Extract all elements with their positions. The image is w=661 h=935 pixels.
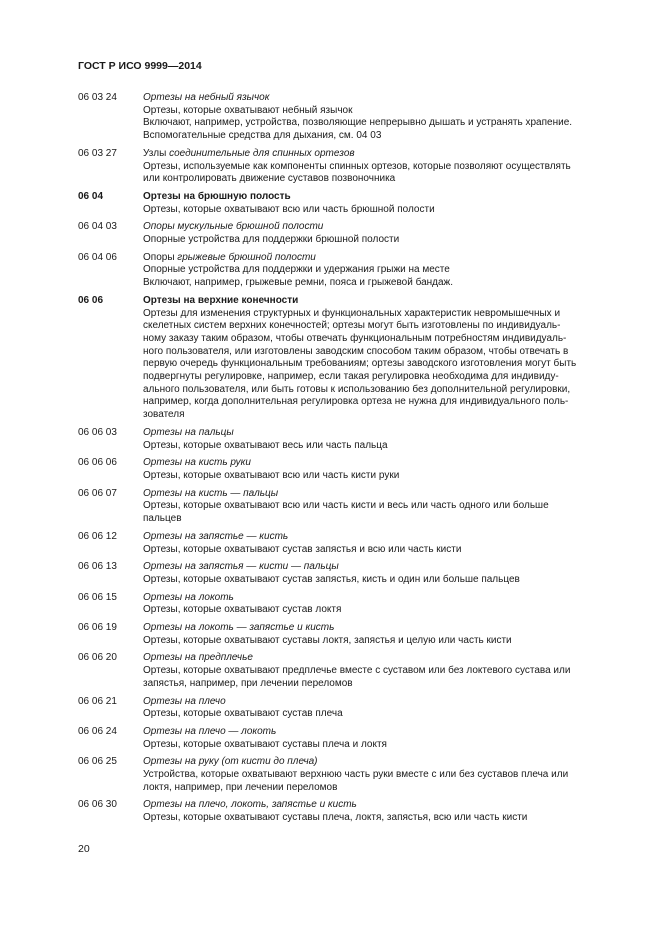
entry-description-line: Ортезы, которые охватывают небный язычок: [143, 104, 353, 116]
entry-title: [143, 652, 614, 665]
entry-code: 06 04 06: [78, 251, 117, 263]
classification-entry: [78, 148, 614, 186]
entry-description-line: запястья, например, при лечении переломов: [143, 677, 353, 689]
entry-code: 06 04: [78, 190, 104, 202]
entry-code: 06 06 06: [78, 457, 117, 469]
entry-title: [143, 531, 614, 544]
classification-entry: [78, 696, 614, 721]
entry-body: [143, 457, 614, 482]
entry-code: 06 04 03: [78, 221, 117, 233]
entry-description-line: Устройства, которые охватывают верхнюю часть руки вместе с или без суставов плеча или: [143, 769, 569, 781]
entry-code: 06 06 25: [78, 756, 117, 768]
entry-body: [143, 488, 614, 526]
entry-title-italic: Ортезы на небный язычок: [143, 92, 270, 103]
entry-description-line: ному заказу таким образом, чтобы отвечать функциональным потребностям индивидуаль-: [143, 332, 567, 344]
entry-title-plain: Ортезы на верхние конечности: [143, 294, 299, 306]
page-number: 20: [78, 843, 90, 855]
entry-title-italic: Ортезы на локоть: [143, 591, 234, 603]
entry-code: 06 06 15: [78, 591, 117, 603]
classification-entry: [78, 592, 614, 617]
entry-body: [143, 295, 614, 422]
entry-title: [143, 756, 614, 769]
entry-code: 06 06: [78, 294, 104, 306]
entry-description-line: зователя: [143, 409, 185, 421]
entry-title-plain: Узлы: [143, 147, 170, 159]
entry-title: [143, 622, 614, 635]
entry-code: 06 06 20: [78, 652, 117, 664]
classification-entry: [78, 191, 614, 216]
entry-title-plain: Ортезы на брюшную полость: [143, 190, 291, 202]
entry-description-line: Ортезы, которые охватывают предплечье вместе с суставом или без локтевого сустава или: [143, 665, 571, 677]
entry-body: [143, 531, 614, 556]
entry-description-line: скелетных систем верхних конечностей; ортезы могут быть изготовлены по индивидуаль-: [143, 320, 561, 332]
classification-entry: [78, 295, 614, 422]
classification-entry: [78, 221, 614, 246]
entry-title: [143, 92, 614, 105]
entry-description-line: Ортезы, которые охватывают сустав запястья и всю или часть кисти: [143, 543, 462, 555]
entry-description-line: Ортезы, которые охватывают сустав локтя: [143, 604, 342, 616]
entry-description-line: Включают, например, грыжевые ремни, пояса и грыжевой бандаж.: [143, 277, 454, 289]
classification-entry: [78, 652, 614, 690]
entry-title-italic: грыжевые брюшной полости: [177, 251, 316, 263]
entry-description-line: например, когда дополнительная регулировка ортеза не нужна для индивидуального поль-: [143, 396, 569, 408]
entry-title: [143, 799, 614, 812]
classification-entry: [78, 622, 614, 647]
classification-entry: [78, 561, 614, 586]
classification-list: [78, 92, 614, 830]
entry-description-line: Ортезы, которые охватывают суставы плеча, локтя, запястья, всю или часть кисти: [143, 812, 528, 824]
entry-body: [143, 191, 614, 216]
entry-description-line: Ортезы, которые охватывают весь или часть пальца: [143, 439, 388, 451]
entry-code: 06 06 12: [78, 530, 117, 542]
classification-entry: [78, 488, 614, 526]
entry-code: 06 06 03: [78, 426, 117, 438]
entry-description-line: Опорные устройства для поддержки и удержания грыжи на месте: [143, 264, 450, 276]
entry-description-line: пальцев: [143, 513, 182, 525]
entry-title-italic: Ортезы на плечо, локоть, запястье и кисть: [143, 799, 357, 811]
entry-code: 06 03 24: [78, 92, 117, 103]
entry-body: [143, 622, 614, 647]
entry-title: [143, 427, 614, 440]
entry-description-line: ального пользователя, или быть готовы к использованию без дополнительной регулировки,: [143, 383, 571, 395]
entry-title-italic: Ортезы на кисть руки: [143, 457, 251, 469]
entry-title-italic: Ортезы на предплечье: [143, 652, 253, 664]
entry-title: [143, 221, 614, 234]
entry-title-italic: Ортезы на локоть — запястье и кисть: [143, 622, 335, 634]
entry-title-italic: Ортезы на запястье — кисть: [143, 530, 289, 542]
entry-description-line: Ортезы, которые охватывают сустав плеча: [143, 708, 343, 720]
entry-title: [143, 457, 614, 470]
classification-entry: [78, 799, 614, 824]
entry-code: 06 06 07: [78, 487, 117, 499]
entry-title: [143, 561, 614, 574]
page-header-title: ГОСТ Р ИСО 9999—2014: [78, 60, 202, 72]
entry-code: 06 06 13: [78, 561, 117, 573]
entry-code: 06 06 19: [78, 622, 117, 634]
entry-description-line: или контролировать движение суставов позвоночника: [143, 173, 396, 185]
entry-title: [143, 488, 614, 501]
entry-code: 06 06 30: [78, 799, 117, 811]
entry-description-line: первую очередь функциональным требованиям; ортезы заводского изготовления могут быть: [143, 358, 577, 370]
entry-description-line: Вспомогательные средства для дыхания, см. 04 03: [143, 130, 382, 142]
classification-entry: [78, 427, 614, 452]
classification-entry: [78, 726, 614, 751]
entry-body: [143, 561, 614, 586]
entry-body: [143, 427, 614, 452]
entry-title: [143, 252, 614, 265]
entry-description-line: Опорные устройства для поддержки брюшной полости: [143, 234, 400, 246]
entry-body: [143, 252, 614, 290]
entry-body: [143, 592, 614, 617]
entry-body: [143, 696, 614, 721]
entry-description-line: Ортезы, которые охватывают суставы плеча и локтя: [143, 738, 387, 750]
entry-title: [143, 726, 614, 739]
entry-title-italic: соединительные для спинных ортезов: [169, 147, 355, 159]
entry-description-line: ного пользователя, или изготовлены заводским способом таким образом, чтобы отвечать в: [143, 345, 569, 357]
entry-title: [143, 148, 614, 161]
entry-description-line: Включают, например, устройства, позволяющие непрерывно дышать и устранять храпение.: [143, 117, 573, 129]
entry-description-line: подвергнуты регулировке, например, если такая регулировка необходима для индивиду-: [143, 371, 559, 383]
entry-code: 06 06 24: [78, 725, 117, 737]
entry-body: [143, 221, 614, 246]
classification-entry: [78, 252, 614, 290]
entry-code: 06 03 27: [78, 147, 117, 159]
classification-entry: [78, 457, 614, 482]
entry-description-line: Ортезы, которые охватывают суставы локтя, запястья и целую или часть кисти: [143, 634, 512, 646]
entry-body: [143, 148, 614, 186]
classification-entry: [78, 756, 614, 794]
entry-title-italic: Ортезы на плечо — локоть: [143, 725, 277, 737]
entry-title-italic: Ортезы на плечо: [143, 695, 226, 707]
entry-description-line: Ортезы, которые охватывают сустав запястья, кисть и один или больше пальцев: [143, 573, 520, 585]
entry-title: [143, 191, 614, 204]
entry-title-italic: Ортезы на руку (от кисти до плеча): [143, 756, 318, 768]
entry-title: [143, 592, 614, 605]
entry-body: [143, 799, 614, 824]
entry-description-line: Ортезы, используемые как компоненты спинных ортезов, которые позволяют осуществлять: [143, 160, 571, 172]
entry-description-line: Ортезы, которые охватывают всю или часть кисти и весь или часть одного или больше: [143, 500, 549, 512]
entry-title-italic: Опоры мускульные брюшной полости: [143, 221, 324, 233]
entry-title: [143, 295, 614, 308]
entry-description-line: локтя, например, при лечении переломов: [143, 781, 338, 793]
entry-body: [143, 92, 614, 143]
entry-code: 06 06 21: [78, 695, 117, 707]
entry-title-italic: Ортезы на кисть — пальцы: [143, 487, 279, 499]
entry-body: [143, 726, 614, 751]
entry-title-italic: Ортезы на пальцы: [143, 426, 234, 438]
entry-title-plain: Опоры: [143, 251, 178, 263]
entry-body: [143, 652, 614, 690]
entry-description-line: Ортезы, которые охватывают всю или часть брюшной полости: [143, 203, 435, 215]
classification-entry: [78, 531, 614, 556]
entry-description-line: Ортезы для изменения структурных и функциональных характеристик невромышечных и: [143, 307, 561, 319]
entry-title-italic: Ортезы на запястья — кисти — пальцы: [143, 561, 339, 573]
entry-body: [143, 756, 614, 794]
entry-description-line: Ортезы, которые охватывают всю или часть кисти руки: [143, 469, 400, 481]
classification-entry: [78, 92, 614, 143]
entry-title: [143, 696, 614, 709]
